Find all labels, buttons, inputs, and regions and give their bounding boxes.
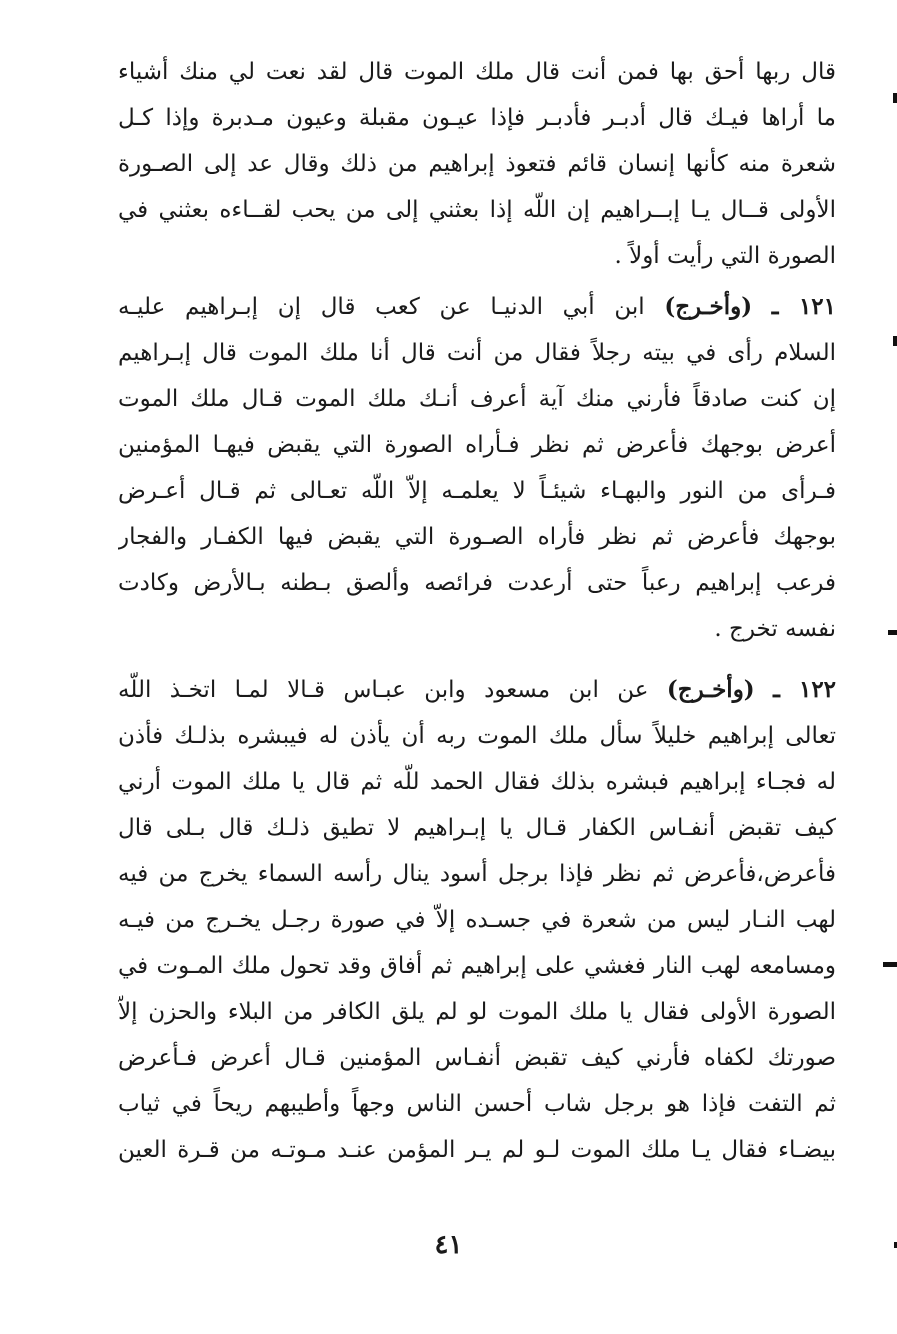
- text-line-rest: ابن أبي الدنيـا عن كعب قال إن إبـراهيم عليـه: [118, 294, 645, 320]
- text-line: [118, 284, 836, 330]
- scan-edge-mark: [893, 93, 897, 103]
- paragraph-lead: (وأخـرج): [664, 293, 753, 320]
- text-line: الأولى قــال يـا إبــراهيم إن اللّه إذا بعثني إلى من يحب لقــاءه بعثني في: [118, 197, 836, 223]
- text-line: فرعب إبراهيم رعباً حتى أرعدت فرائصه وألصق بـطنه بـالأرض وكادت: [118, 570, 836, 596]
- text-line: ثم التفت فإذا هو برجل شاب أحسن الناس وجهاً وأطيبهم ريحاً في ثياب: [118, 1091, 836, 1117]
- text-line: ما أراها فيـك قال أدبـر فأدبـر فإذا عيـون مقبلة وعيون مـدبرة وإذا كـل: [118, 105, 836, 131]
- page-number: ٤١: [434, 1230, 463, 1260]
- text-line: بيضـاء فقال يـا ملك الموت لـو لم يـر المؤمن عنـد مـوتـه من قـرة العين: [118, 1137, 836, 1163]
- text-line-rest: عن ابن مسعود وابن عبـاس قـالا لمـا اتخـذ اللّه: [118, 677, 649, 703]
- text-line: لهب النـار ليس من شعرة في جسـده إلاّ في صورة رجـل يخـرج من فيـه: [118, 907, 836, 933]
- text-line: الصورة الأولى فقال يا ملك الموت لو لم يلق الكافر من البلاء والحزن إلاّ: [118, 999, 836, 1025]
- text-line: الصورة التي رأيت أولاً .: [614, 243, 836, 269]
- scan-edge-mark: [883, 962, 897, 967]
- text-line: [118, 667, 836, 713]
- text-line: تعالى إبراهيم خليلاً سأل ملك الموت ربه أن يأذن له فيبشره بذلـك فأذن: [118, 723, 836, 749]
- text-line: قال ربها أحق بها فمن أنت قال ملك الموت قال لقد نعت لي منك أشياء: [118, 59, 836, 85]
- paragraph-122: [118, 667, 836, 1173]
- text-line: شعرة منه كأنها إنسان قائم فتعوذ إبراهيم من ذلك وقال عد إلى الصـورة: [118, 151, 836, 177]
- text-line: له فجـاء إبراهيم فبشره بذلك فقال الحمد للّه ثم قال يا ملك الموت أرني: [118, 769, 836, 795]
- scan-edge-mark: [888, 630, 897, 635]
- text-line: كيف تقبض أنفـاس الكفار قـال يا إبـراهيم لا تطيق ذلـك قال بـلى قال: [118, 815, 836, 841]
- paragraph-number: ١٢١ ـ: [771, 293, 836, 320]
- text-line: فـرأى من النور والبهـاء شيئـاً لا يعلمـه إلاّ اللّه تعـالى ثم قـال أعـرض: [118, 478, 836, 504]
- text-line: ومسامعه لهب النار فغشي على إبراهيم ثم أفاق وقد تحول ملك المـوت في: [118, 953, 836, 979]
- paragraph-121: [118, 284, 836, 652]
- paragraph-continued: [118, 49, 836, 279]
- text-line: صورتك لكفاه فأرني كيف تقبض أنفـاس المؤمنين قـال أعرض فـأعرض: [118, 1045, 836, 1071]
- text-line: السلام رأى في بيته رجلاً فقال من أنت قال أنا ملك الموت قال إبـراهيم: [118, 340, 836, 366]
- text-line: فأعرض،فأعرض ثم نظر فإذا برجل أسود ينال رأسه السماء يخرج من فيه: [118, 861, 836, 887]
- scan-edge-mark: [893, 336, 897, 346]
- paragraph-number: ١٢٢ ـ: [773, 676, 836, 703]
- paragraph-lead: (وأخـرج): [666, 676, 755, 703]
- text-line: بوجهك فأعرض ثم نظر فأراه الصـورة التي يقبض فيها الكفـار والفجار: [118, 524, 836, 550]
- text-line: إن كنت صادقاً فأرني منك آية أعرف أنـك ملك الموت قـال ملك الموت: [118, 386, 836, 412]
- text-line: نفسه تخرج .: [714, 616, 836, 642]
- text-line: أعرض بوجهك فأعرض ثم نظر فـأراه الصورة التي يقبض فيهـا المؤمنين: [118, 432, 836, 458]
